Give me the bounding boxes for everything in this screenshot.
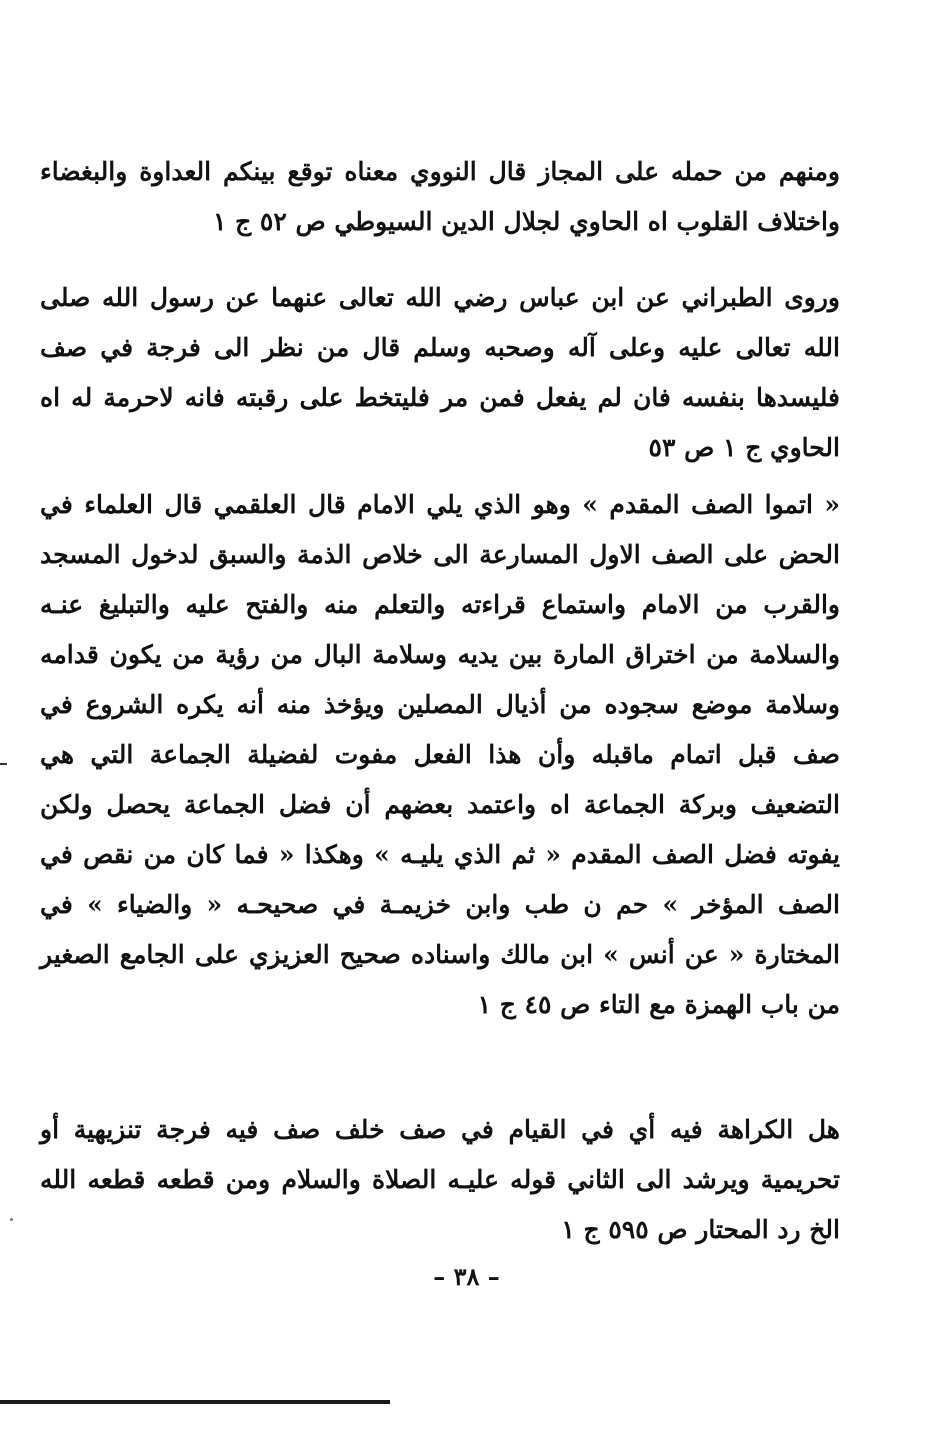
page-number: – ٣٨ – [433,1262,500,1291]
scan-speck [10,1218,13,1221]
paragraph-1: ومنهم من حمله على المجاز قال النووي معناه توقع بينكم العداوة والبغضاء واختلاف القلوب اه الحاوي لجلال الدين السيوطي ص ٥٢ ج ١ [40,157,840,236]
paragraph-4: هل الكراهة فيه أي في القيام في صف خلف صف فيه فرجة تنزيهية أو تحريمية ويرشد الى الثاني قوله عليـه الصلاة والسلام ومن قطعه قطعه الله الخ رد المحتار ص ٥٩٥ ج ١ [40,1115,840,1244]
paragraph-3: « اتموا الصف المقدم » وهو الذي يلي الامام قال العلقمي قال العلماء في الحض على الصف الاول المسارعة الى خلاص الذمة والسبق لدخول المسجد والقرب من الامام واستماع قراءته والتعلم منه والفتح عليه والتبليغ عنـه والسلامة من اختراق المارة بين يديه وسلامة البال من رؤية من يكون قدامه وسلامة موضع سجوده من أذيال المصلين ويؤخذ منه أنه يكره الشروع في صف قبل اتمام ماقبله وأن هذا الفعل مفوت لفضيلة الجماعة التي هي التضعيف وبركة الجماعة اه واعتمد بعضهم أن فضل الجماعة يحصل ولكن يفوته فضل الصف المقدم « ثم الذي يليـه » وهكذا « فما كان من نقص في الصف المؤخر » حم ن طب وابن خزيمـة في صحيحـه « والضياء » في المختارة « عن أنس » ابن مالك واسناده صحيح العزيزي على الجامع الصغير من باب الهمزة مع التاء ص ٤٥ ج ١ [40,490,840,1019]
paragraph-2: وروى الطبراني عن ابن عباس رضي الله تعالى عنهما عن رسول الله صلى الله تعالى عليه وعلى آله وصحبه وسلم قال من نظر الى فرجة في صف فليسدها بنفسه فان لم يفعل فمن مر فليتخط على رقبته فانه لاحرمة له اه الحاوي ج ١ ص ٥٣ [40,283,840,462]
bottom-rule [0,1400,390,1404]
margin-mark [0,763,7,765]
